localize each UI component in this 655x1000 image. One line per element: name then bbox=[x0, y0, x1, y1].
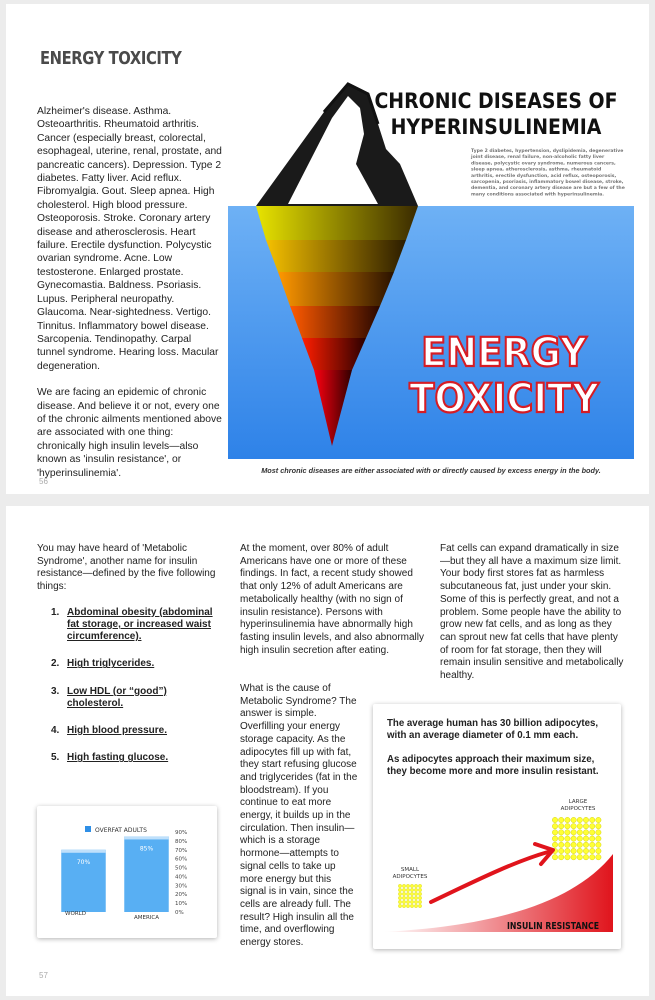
small-cell bbox=[414, 896, 417, 899]
column-2-continued bbox=[240, 683, 358, 950]
small-cell bbox=[406, 884, 409, 887]
large-cell bbox=[596, 817, 601, 822]
large-cell bbox=[552, 824, 557, 829]
small-cell bbox=[406, 904, 409, 907]
large-cell bbox=[577, 855, 582, 860]
small-cell bbox=[402, 904, 405, 907]
large-cell bbox=[590, 836, 595, 841]
large-cell bbox=[565, 817, 570, 822]
list-item: 1. Abdominal obesity (abdominal fat storage, or increased waist circumference). bbox=[51, 606, 213, 643]
growth-arrow bbox=[431, 852, 548, 902]
body-paragraph: What is the cause of Metabolic Syndrome? The answer is simple. Overfilling your energy storage capacity. As the adipocytes fill up with fat, they start refusing glucose and triglycerides (fat in the bloodstream). If you continue to eat more energy, it builds up in the circulation. Then insulin—which is a storage hormone—attempts to signal cells to take up more energy but this signal is in vain, since the cells are already full. The result? High insulin all the time, and overflowing energy stores. bbox=[240, 683, 358, 949]
y-tick-label: 50% bbox=[175, 865, 188, 872]
small-cell bbox=[398, 900, 401, 903]
large-cell bbox=[559, 830, 564, 835]
small-cell bbox=[398, 884, 401, 887]
small-cell bbox=[418, 904, 421, 907]
figure-small-text-line: dementia, and coronary artery disease are but a few of the bbox=[471, 186, 625, 192]
large-cell bbox=[590, 848, 595, 853]
figure-small-text-line: disease, polycystic ovary syndrome, numerous cancers, bbox=[471, 161, 616, 167]
large-cell bbox=[596, 842, 601, 847]
small-cell bbox=[410, 904, 413, 907]
large-cell bbox=[596, 855, 601, 860]
large-cell bbox=[559, 824, 564, 829]
disease-list-text bbox=[37, 105, 222, 480]
large-cell bbox=[590, 817, 595, 822]
adipocyte-subtitle: As adipocytes approach their maximum size, they become more and more insulin resistant. bbox=[387, 754, 599, 777]
small-cell bbox=[406, 892, 409, 895]
large-cell bbox=[552, 836, 557, 841]
large-cell bbox=[590, 830, 595, 835]
page-title: ENERGY TOXICITY bbox=[40, 48, 182, 69]
large-cell bbox=[596, 848, 601, 853]
small-cell bbox=[414, 892, 417, 895]
body-paragraph: We are facing an epidemic of chronic disease. And believe it or not, every one of the chronic ailments mentioned above are associated with one thing: chronically high insulin levels—also known as 'insulin resistance', or 'hyperinsulinemia'. bbox=[37, 387, 222, 479]
large-cell bbox=[565, 824, 570, 829]
toxicity-word: TOXICITY bbox=[409, 375, 599, 423]
legend-label: OVERFAT ADULTS bbox=[95, 827, 147, 834]
figure-small-text-line: joint disease, renal failure, non-alcoholic fatty liver bbox=[471, 155, 605, 161]
large-cell bbox=[583, 830, 588, 835]
body-paragraph: Alzheimer's disease. Asthma. Osteoarthritis. Rheumatoid arthritis. Cancer (especially breast, colorectal, esophageal, uterine, renal, prostate, and pancreatic cancers). Depression. Type 2 diabetes. Fatty liver. Acid reflux. Fibromyalgia. Gout. Sleep apnea. High cholesterol. High blood pressure. Osteoporosis. Stroke. Coronary artery disease and atherosclerosis. Heart failure. Erectile dysfunction. Polycystic ovarian syndrome. Acne. Low testosterone. Enlarged prostate. Gynecomastia. Baldness. Psoriasis. Lupus. Peripheral neuropathy. Glaucoma. Near-sightedness. Vertigo. Tinnitus. Inflammatory bowel disease. Sarcopenia. Tendinopathy. Carpal tunnel syndrome. Hearing loss. Macular degeneration. bbox=[37, 106, 222, 372]
small-cell bbox=[410, 888, 413, 891]
large-cell bbox=[577, 817, 582, 822]
small-cell bbox=[414, 900, 417, 903]
large-cell bbox=[583, 817, 588, 822]
small-cell bbox=[414, 884, 417, 887]
small-cell bbox=[398, 888, 401, 891]
small-cell bbox=[402, 900, 405, 903]
small-cell bbox=[402, 884, 405, 887]
large-cell bbox=[565, 836, 570, 841]
large-cell bbox=[552, 817, 557, 822]
large-cell bbox=[571, 824, 576, 829]
small-cell bbox=[398, 904, 401, 907]
large-cell bbox=[571, 836, 576, 841]
large-cell bbox=[565, 842, 570, 847]
large-cell bbox=[583, 842, 588, 847]
large-cell bbox=[590, 824, 595, 829]
large-cell bbox=[583, 836, 588, 841]
large-cell bbox=[577, 842, 582, 847]
large-cell bbox=[559, 817, 564, 822]
large-cell bbox=[552, 830, 557, 835]
large-adipocytes-label: LARGE bbox=[568, 799, 588, 805]
large-cell bbox=[571, 830, 576, 835]
large-cell bbox=[559, 855, 564, 860]
band-orange bbox=[278, 272, 394, 306]
figure-caption: Most chronic diseases are either associated with or directly caused by excess energy in the body. bbox=[261, 466, 601, 475]
y-tick-label: 30% bbox=[175, 883, 188, 890]
small-cell bbox=[410, 900, 413, 903]
large-cell bbox=[552, 855, 557, 860]
list-item: 2. High triglycerides. bbox=[51, 658, 155, 670]
body-paragraph: Fat cells can expand dramatically in size—but they all have a maximum size limit. Your body first stores fat as harmless subcutaneous fat, just under your skin. Some of this is perfectly great, and not a problem. Some people have the ability to grow new fat cells, and as long as they can sprout new fat cells that have plenty of room for fat storage, then they will remain insulin sensitive and metabolically healthy. bbox=[440, 543, 624, 682]
y-tick-label: 70% bbox=[175, 847, 188, 854]
large-cell bbox=[565, 830, 570, 835]
band-orange-red bbox=[290, 306, 380, 338]
large-cell bbox=[571, 848, 576, 853]
page-number: 57 bbox=[39, 971, 48, 980]
adipocyte-figure bbox=[373, 704, 621, 949]
small-cell bbox=[414, 904, 417, 907]
small-cell bbox=[406, 888, 409, 891]
large-cell bbox=[559, 842, 564, 847]
bar-value-label: 70% bbox=[76, 858, 91, 866]
large-cell bbox=[590, 855, 595, 860]
book-page-57 bbox=[6, 506, 649, 996]
large-cell bbox=[577, 848, 582, 853]
list-item: 3. Low HDL (or “good”) cholesterol. bbox=[51, 685, 167, 709]
category-label: AMERICA bbox=[133, 915, 160, 921]
small-cell bbox=[410, 892, 413, 895]
insulin-resistance-label: INSULIN RESISTANCE bbox=[506, 921, 600, 933]
large-cell bbox=[565, 855, 570, 860]
small-cell bbox=[402, 888, 405, 891]
small-adipocytes bbox=[398, 884, 421, 907]
small-adipocytes-label: SMALL bbox=[400, 867, 420, 873]
y-tick-label: 0% bbox=[175, 910, 184, 916]
page-number: 56 bbox=[39, 477, 48, 486]
large-cell bbox=[596, 824, 601, 829]
large-cell bbox=[559, 848, 564, 853]
metabolic-syndrome-list bbox=[37, 607, 223, 765]
category-label: WORLD bbox=[65, 911, 86, 917]
y-tick-label: 90% bbox=[175, 830, 188, 836]
bar-top-highlight bbox=[61, 850, 105, 853]
small-cell bbox=[418, 884, 421, 887]
small-cell bbox=[410, 884, 413, 887]
large-cell bbox=[571, 817, 576, 822]
overfat-bar-chart bbox=[37, 806, 217, 938]
large-cell bbox=[590, 842, 595, 847]
metabolic-syndrome-intro: You may have heard of 'Metabolic Syndrome', another name for insulin resistance—defined by the five following things: bbox=[37, 543, 216, 593]
band-yellow bbox=[256, 206, 418, 240]
iceberg-figure bbox=[228, 54, 634, 459]
small-cell bbox=[418, 900, 421, 903]
small-cell bbox=[410, 896, 413, 899]
small-cell bbox=[406, 896, 409, 899]
band-gold bbox=[266, 240, 406, 272]
small-cell bbox=[402, 896, 405, 899]
figure-small-text-line: sleep apnea, atherosclerosis, asthma, rheumatoid bbox=[471, 167, 602, 173]
large-cell bbox=[565, 848, 570, 853]
body-paragraph: At the moment, over 80% of adult Americans have one or more of these findings. In fact, a recent study showed that only 12% of adult Americans are metabolically healthy (with no sign of insulin resistance). Persons with hyperinsulinemia have abnormally high fasting insulin levels, and also abnormally high insulin secretion after eating. bbox=[240, 543, 424, 656]
legend-swatch bbox=[85, 826, 91, 832]
large-adipocytes-label: ADIPOCYTES bbox=[560, 806, 596, 812]
large-cell bbox=[583, 824, 588, 829]
y-tick-label: 20% bbox=[175, 892, 188, 899]
adipocyte-title: The average human has 30 billion adipocytes, with an average diameter of 0.1 mm each. bbox=[387, 718, 599, 741]
small-cell bbox=[398, 892, 401, 895]
large-cell bbox=[571, 842, 576, 847]
large-cell bbox=[577, 836, 582, 841]
bar-value-label: 85% bbox=[139, 845, 154, 853]
small-cell bbox=[418, 896, 421, 899]
small-cell bbox=[406, 900, 409, 903]
figure-small-text-line: many conditions associated with hyperinsulinemia. bbox=[471, 192, 605, 198]
large-cell bbox=[577, 824, 582, 829]
energy-word: ENERGY bbox=[421, 329, 587, 377]
y-tick-label: 10% bbox=[175, 901, 188, 908]
book-page-56 bbox=[6, 4, 649, 494]
small-cell bbox=[418, 888, 421, 891]
column-2 bbox=[240, 543, 426, 657]
small-cell bbox=[418, 892, 421, 895]
large-cell bbox=[596, 830, 601, 835]
figure-small-text-line: arthritis, erectile dysfunction, acid reflux, osteoporosis, bbox=[471, 173, 617, 179]
small-adipocytes-label: ADIPOCYTES bbox=[392, 874, 428, 880]
figure-title-line-1: CHRONIC DISEASES OF bbox=[374, 88, 618, 114]
bar-top-highlight bbox=[124, 836, 168, 839]
column-1 bbox=[37, 543, 223, 779]
column-3 bbox=[440, 543, 625, 683]
small-cell bbox=[398, 896, 401, 899]
figure-small-text-line: sarcopenia, psoriasis, inflammatory bowel disease, stroke, bbox=[471, 180, 624, 185]
overfat-chart-card bbox=[37, 806, 217, 938]
large-cell bbox=[596, 836, 601, 841]
small-cell bbox=[414, 888, 417, 891]
large-cell bbox=[583, 855, 588, 860]
large-adipocytes bbox=[552, 817, 601, 860]
list-item: 5. High fasting glucose. bbox=[51, 752, 169, 764]
large-cell bbox=[583, 848, 588, 853]
large-cell bbox=[571, 855, 576, 860]
large-cell bbox=[559, 836, 564, 841]
y-tick-label: 80% bbox=[175, 838, 188, 845]
large-cell bbox=[552, 842, 557, 847]
y-tick-label: 60% bbox=[175, 856, 188, 863]
figure-small-text-line: Type 2 diabetes, hypertension, dyslipidemia, degenerative bbox=[471, 149, 624, 154]
y-tick-label: 40% bbox=[175, 874, 188, 881]
large-cell bbox=[577, 830, 582, 835]
list-item: 4. High blood pressure. bbox=[51, 725, 168, 737]
small-cell bbox=[402, 892, 405, 895]
figure-title-line-2: HYPERINSULINEMIA bbox=[390, 114, 602, 140]
